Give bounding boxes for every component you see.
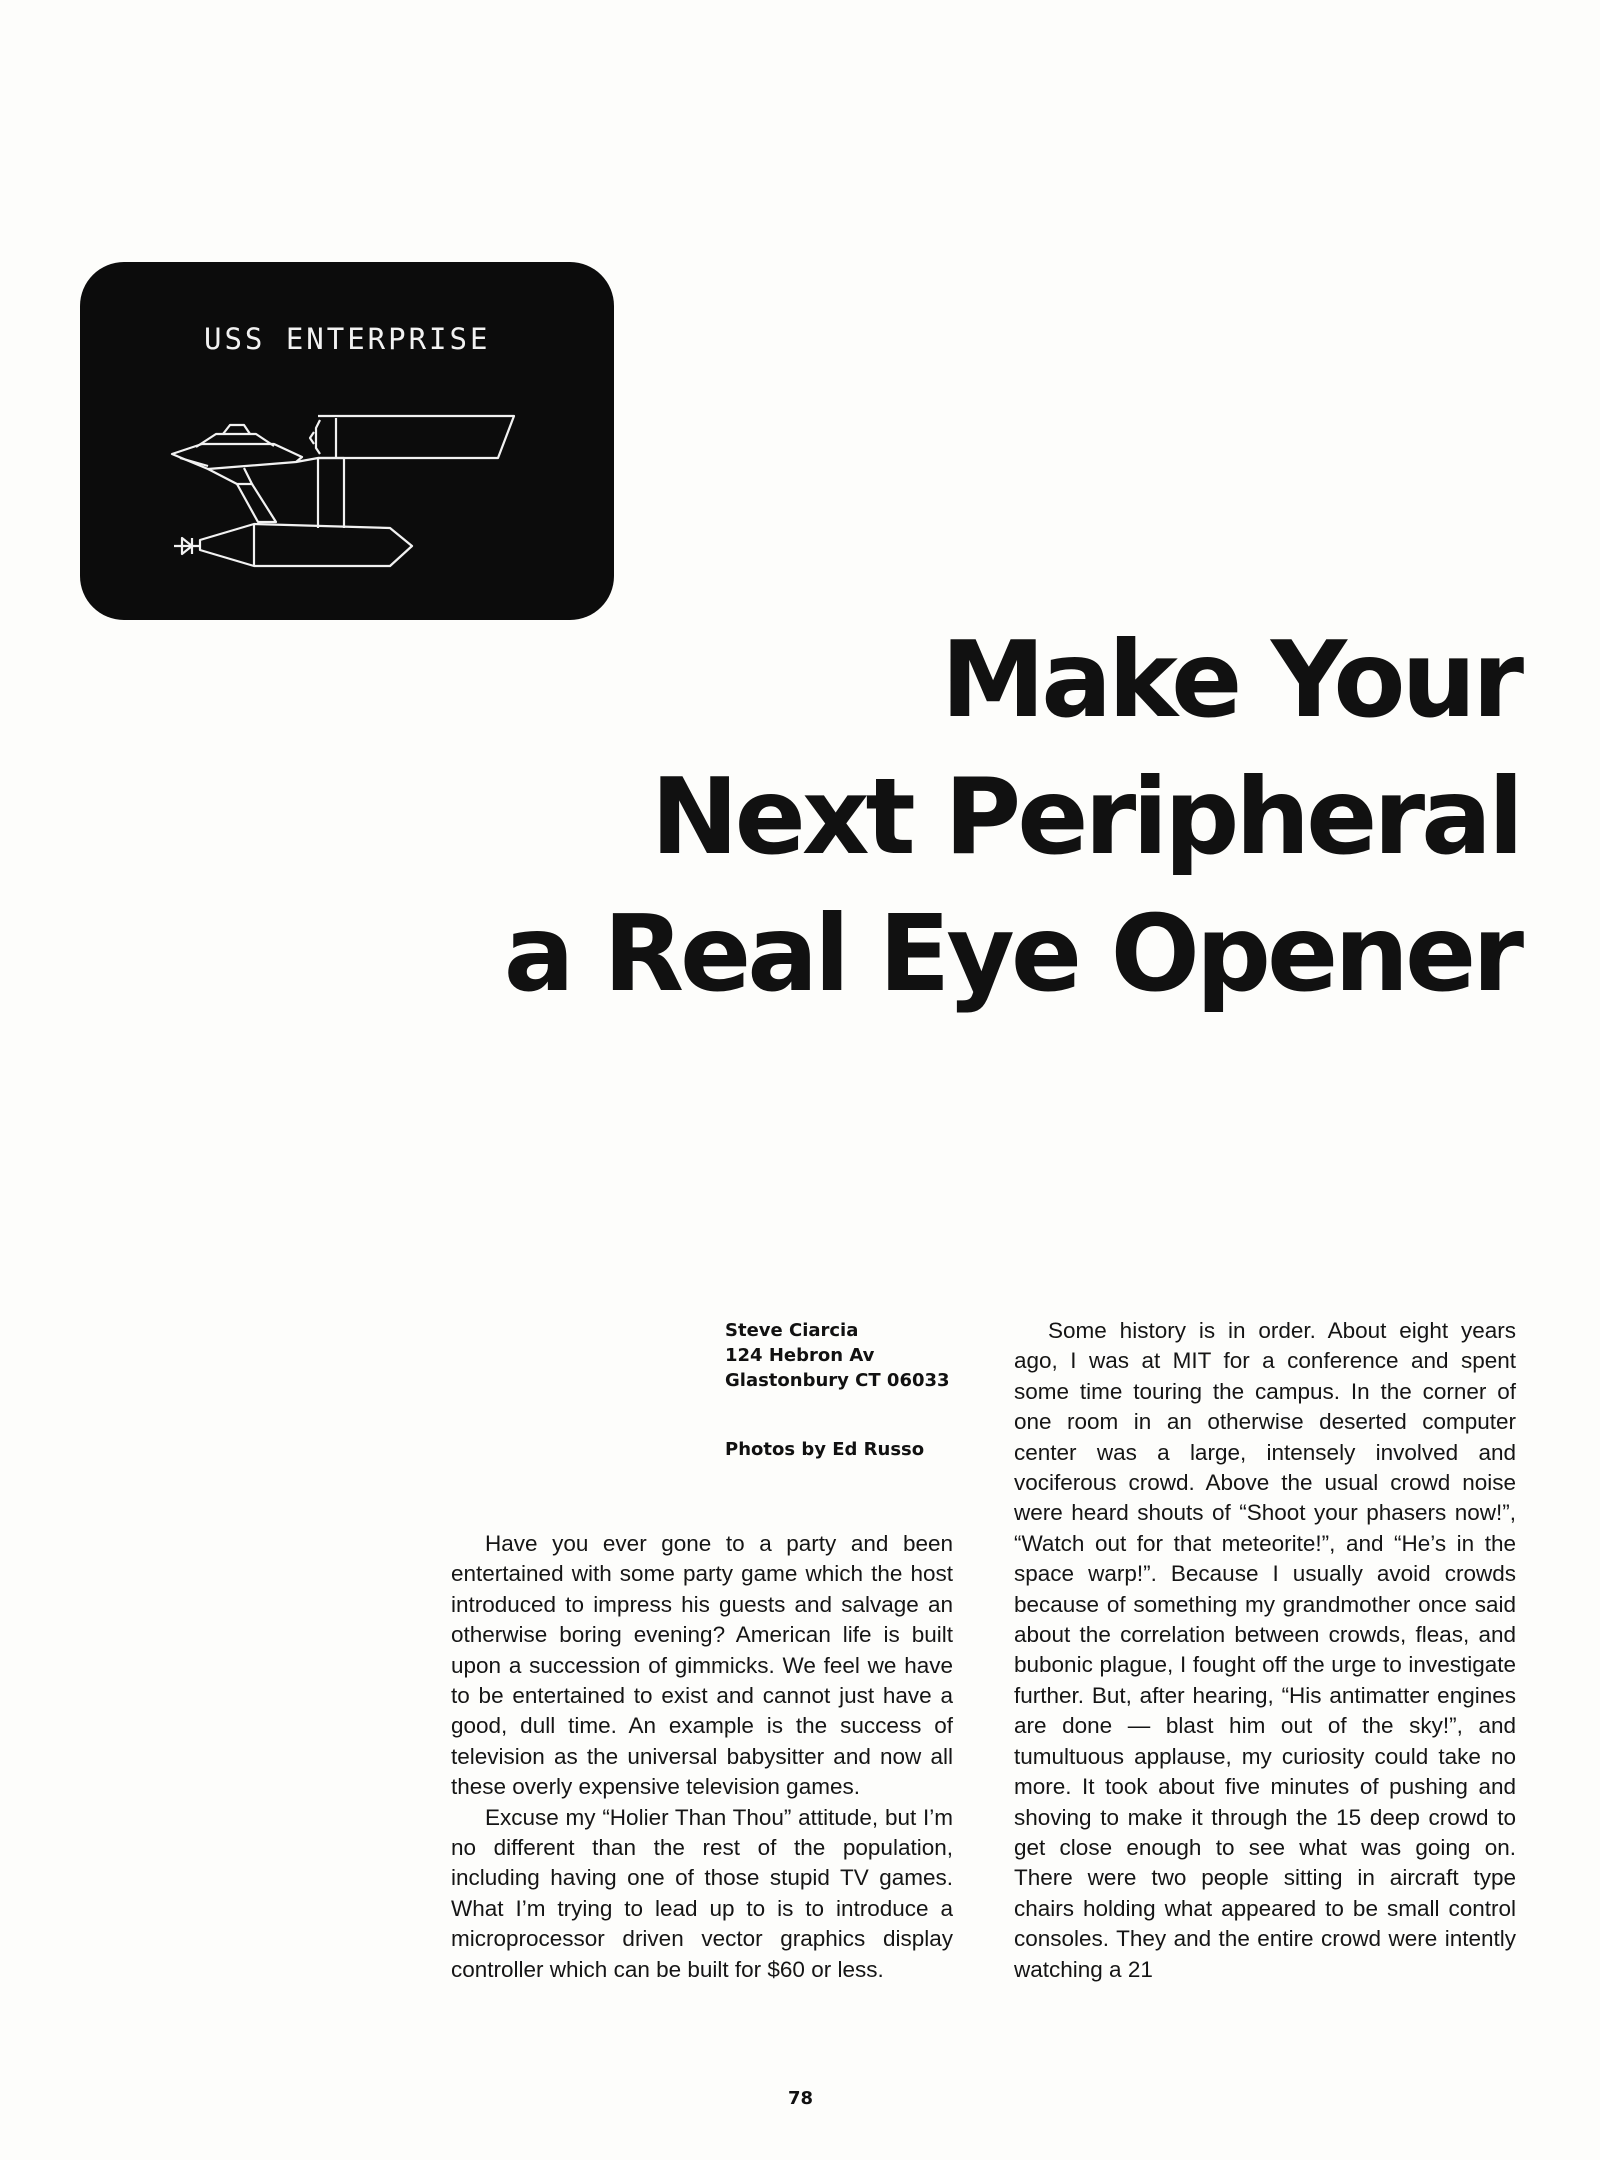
body-column-right xyxy=(1014,1316,1516,1985)
headline-line-1: Make Your xyxy=(940,619,1520,741)
author-byline xyxy=(725,1318,1025,1393)
page-number: 78 xyxy=(788,2088,814,2109)
photo-credit: Photos by Ed Russo xyxy=(725,1439,925,1460)
screen-title: USS ENTERPRISE xyxy=(204,322,491,356)
enterprise-display-photo xyxy=(80,262,614,620)
headline-line-2: Next Peripheral xyxy=(650,756,1520,878)
author-street: 124 Hebron Av xyxy=(725,1345,875,1366)
body-paragraph: Have you ever gone to a party and been entertained with some party game which the host introduced to impress his guests and salvage an otherwise boring evening? American life is built upon a succession of gimmicks. We feel we have to be entertained to exist and cannot just have a good, dull time. An example is the success of television as the universal babysitter and now all these overly expensive television games. xyxy=(451,1531,953,1800)
uss-enterprise-wireframe-icon xyxy=(80,262,614,620)
headline-line-3: a Real Eye Opener xyxy=(503,893,1520,1015)
body-paragraph: Some history is in order. About eight years ago, I was at MIT for a conference and spent some time touring the campus. In the corner of one room in an otherwise deserted computer center was a large, intensely involved and vociferous crowd. Above the usual crowd noise were heard shouts of “Shoot your phasers now!”, “Watch out for that meteorite!”, and “He’s in the space warp!”. Because I usually avoid crowds because of something my grandmother once said about the correlation between crowds, fleas, and bubonic plague, I fought off the urge to investigate further. But, after hearing, “His antimatter engines are done — blast him out of the sky!”, and tumultuous applause, my curiosity could take no more. It took about five minutes of pushing and shoving to make it through the 15 deep crowd to get close enough to see what was going on. There were two people sitting in aircraft type chairs holding what appeared to be small control consoles. They and the entire crowd were intently watching a 21 xyxy=(1014,1318,1516,1982)
article-headline xyxy=(360,612,1520,1023)
author-name: Steve Ciarcia xyxy=(725,1320,859,1341)
author-city: Glastonbury CT 06033 xyxy=(725,1370,950,1391)
body-column-left xyxy=(451,1529,953,1985)
body-paragraph: Excuse my “Holier Than Thou” attitude, but I’m no different than the rest of the population, including having one of those stupid TV games. What I’m trying to lead up to is to introduce a microprocessor driven vector graphics display controller which can be built for $60 or less. xyxy=(451,1804,953,1982)
